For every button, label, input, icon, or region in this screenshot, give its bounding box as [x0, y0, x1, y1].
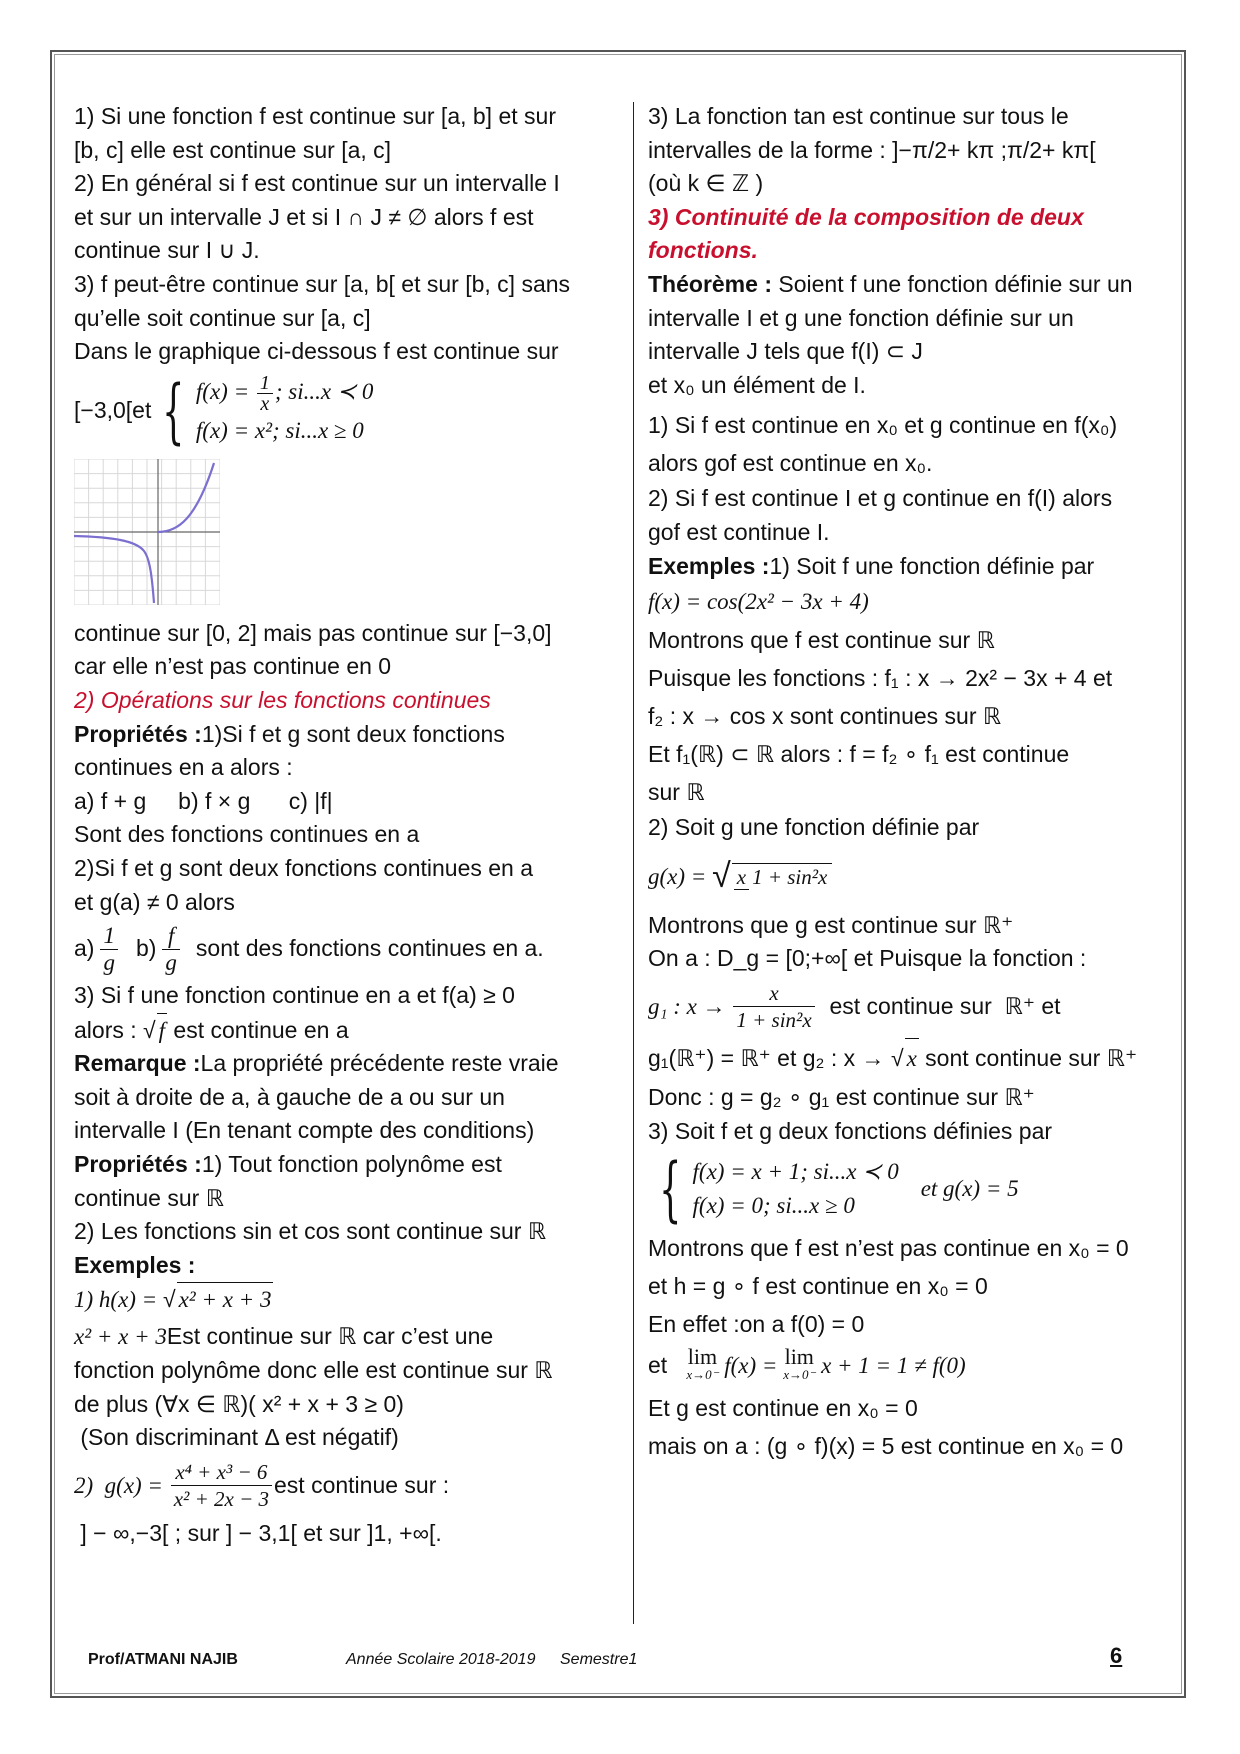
- text-line: alors gof est continue en x₀.: [648, 450, 933, 477]
- text-line: 3) Soit f et g deux fonctions définies par: [648, 1117, 1053, 1144]
- sqrt-content: x² + x + 3: [177, 1282, 274, 1317]
- piece-1: f(x) =: [195, 379, 255, 405]
- footer-year: Année Scolaire 2018-2019: [346, 1651, 536, 1668]
- text-span: La propriété précédente reste vraie: [200, 1050, 559, 1077]
- limit-line: [648, 1343, 1183, 1389]
- section-heading: 2) Opérations sur les fonctions continues: [74, 686, 491, 713]
- g-definition: et g(x) = 5: [920, 1175, 1019, 1201]
- text-line: Donc : g = g₂ ∘ g₁ est continue sur ℝ⁺: [648, 1083, 1035, 1110]
- text-line: continue sur ℝ: [74, 1184, 224, 1211]
- footer-author: Prof/ATMANI NAJIB: [88, 1651, 238, 1668]
- fraction-line: [74, 1455, 622, 1517]
- math-line: f(x) = cos(2x² − 3x + 4): [648, 589, 869, 615]
- text-line: 2)Si f et g sont deux fonctions continues en a: [74, 854, 534, 881]
- text-line: continues en a alors :: [74, 754, 293, 781]
- piecewise-definition: [74, 369, 373, 453]
- text-line: et x₀ un élément de I.: [648, 371, 866, 398]
- fraction-num: x: [734, 865, 749, 890]
- text-line: soit à droite de a, à gauche de a ou sur un: [74, 1083, 505, 1110]
- examples-label: Exemples :: [74, 1251, 196, 1278]
- text-span: g₁(ℝ⁺) = ℝ⁺ et g₂ : x →: [648, 1044, 891, 1071]
- text-line: qu’elle soit continue sur [a, c]: [74, 304, 371, 331]
- fraction-num: x: [733, 980, 814, 1007]
- sqrt-content: x: [905, 1038, 919, 1079]
- fraction-num: 1: [100, 923, 118, 950]
- text-line: et g(a) ≠ 0 alors: [74, 888, 235, 915]
- text-line: continue sur I ∪ J.: [74, 237, 260, 264]
- text-line: (Son discriminant Δ est négatif): [74, 1424, 399, 1451]
- text-line: continue sur [0, 2] mais pas continue sur [−3,0]: [74, 619, 552, 646]
- lim-label: lim: [784, 1343, 814, 1369]
- text-line: 2) Si f est continue I et g continue en f(I) alors: [648, 485, 1113, 512]
- text-line: et h = g ∘ f est continue en x₀ = 0: [648, 1272, 988, 1299]
- text-line: ] − ∞,−3[ ; sur ] − 3,1[ et sur ]1, +∞[.: [74, 1519, 442, 1546]
- text-span: et: [648, 1351, 687, 1378]
- fraction-line: [648, 976, 1183, 1038]
- math-span: f(x) =: [718, 1352, 784, 1378]
- text-line: 3) f peut-être continue sur [a, b[ et sur [b, c] sans: [74, 270, 571, 297]
- math-span: x + 1 = 1 ≠ f(0): [815, 1352, 966, 1378]
- text-span: alors :: [74, 1016, 144, 1043]
- text-line: intervalle I et g une fonction définie sur un: [648, 304, 1074, 331]
- text-span: est continue sur ℝ⁺ et: [816, 993, 1061, 1020]
- fraction-den: 1 + sin²x: [752, 865, 828, 890]
- left-column: 1) Si une fonction f est continue sur [a, b] et sur [b, c] elle est continue sur [a, c] 2) En général si f est continue sur un intervalle I et sur un intervalle J et si I ∩ J ≠ ∅ alors f est continue sur I ∪ J. 3) f peut-être continue sur [a, b[ et sur [b, c] sans qu’elle soit continue sur [a, c] Dans le graphique ci-dessous f est continue sur [−3,0[et { f(x) = $\frac{1}{x}$ ; si...x ≺ 0 f(x) = x²; si...x ≥ 0 continue sur [0, 2] mais pas continue sur [−3,0] car elle n’est pas continue en 0 2) Opérations sur les fonctions continues Propriétés :1)Si f et g sont deux fonctions continues en a alors : a) f + g b) f × g c) |f| Sont des fonctions continues en a 2)Si f et g sont deux fonctions continues en a et g(a) ≠ 0 alors a) $\frac{1}{g}$ b) $\frac{f}{g}$ sont des fonctions continues en a. 3) Si f une fonction continue en a et f(a) ≥ 0 alors : √ f est continue en a Remarque :La propriété précédente reste vraie soit à droite de a, à gauche de a ou sur un intervalle I (En tenant compte des conditions) Propriétés :1) Tout fonction polynôme est continue sur ℝ 2) Les fonctions sin et cos sont continue sur ℝ Exemples : 1) h(x) = √ x² + x + 3 x² + x + 3Est continue sur ℝ car c’est une fonction polynôme donc elle est continue sur ℝ de plus (∀x ∈ ℝ)( x² + x + 3 ≥ 0) (Son discriminant Δ est négatif) 2) g(x) = $\frac{\text{x⁴ + x³ − 6}}{\text{x² + 2x − 3}}$ est continue sur : ] − ∞,−3[ ; sur ] − 3,1[ et sur ]1, +∞[.: [74, 100, 622, 1550]
- fraction-den: 1 + sin²x: [736, 1008, 812, 1033]
- right-column: 3) La fonction tan est continue sur tous le intervalles de la forme : ]−π/2+ kπ ;π/2+ kπ[ (où k ∈ ℤ ) 3) Continuité de la composition de deux fonctions. Théorème : Soient f une fonction définie sur un intervalle I et g une fonction définie sur un intervalle J tels que f(I) ⊂ J et x₀ un élément de I. 1) Si f est continue en x₀ et g continue en f(x₀) alors gof est continue en x₀. 2) Si f est continue I et g continue en f(I) alors gof est continue I. Exemples :1) Soit f une fonction définie par f(x) = cos(2x² − 3x + 4) Montrons que f est continue sur ℝ Puisque les fonctions : f₁ : x → 2x² − 3x + 4 et f₂ : x → cos x sont continues sur ℝ Et f₁(ℝ) ⊂ ℝ alors : f = f₂ ∘ f₁ est continue sur ℝ 2) Soit g une fonction définie par g(x) = √ x 1 + sin²x Montrons que g est continue sur ℝ⁺ On a : D_g = [0;+∞[ et Puisque la fonction : g₁ : x → $\frac{x}{\text{1 + sin²x}}$ est continue sur ℝ⁺ et g₁(ℝ⁺) = ℝ⁺ et g₂ : x → √ x sont continue sur ℝ⁺ Donc : g = g₂ ∘ g₁ est continue sur ℝ⁺ 3) Soit f et g deux fonctions définies par { f(x) = x + 1; si...x ≺ 0 f(x) = 0; si...x ≥ 0 et g(x) = 5 Montrons que f est n’est pas continue en x₀ = 0 et h = g ∘ f est continue en x₀ = 0 En effet :on a f(0) = 0 et lim x→0⁻ f(x) = lim x→0⁻ x + 1 = 1 ≠ f(0) Et g est continue en x₀ = 0 mais on a : (g ∘ f)(x) = 5 est continue en x₀ = 0: [648, 100, 1183, 1465]
- piecewise-rows: [196, 373, 373, 448]
- label: Exemples :: [648, 552, 770, 579]
- math-span: g(x) =: [648, 863, 713, 889]
- function-graph: [74, 459, 622, 607]
- footer-semester: Semestre1: [560, 1651, 638, 1668]
- text-line: mais on a : (g ∘ f)(x) = 5 est continue en x₀ = 0: [648, 1432, 1124, 1459]
- text-span: Est continue sur ℝ car c’est une: [166, 1323, 494, 1350]
- text-line: intervalle I (En tenant compte des conditions): [74, 1117, 535, 1144]
- sqrt-content: f: [157, 1013, 167, 1048]
- text-line: 3) Si f une fonction continue en a et f(a) ≥ 0: [74, 982, 515, 1009]
- fraction-line: [648, 845, 1183, 909]
- piecewise-rows: [693, 1155, 899, 1223]
- label: Propriétés :: [74, 720, 202, 747]
- text-line: En effet :on a f(0) = 0: [648, 1310, 865, 1337]
- text-line: gof est continue I.: [648, 518, 830, 545]
- column-divider: [633, 102, 634, 1624]
- piece-2: f(x) = x²; si...x ≥ 0: [195, 418, 364, 444]
- brace-glyph: {: [659, 1147, 682, 1230]
- text-line: car elle n’est pas continue en 0: [74, 653, 392, 680]
- text-line: 2) En général si f est continue sur un intervalle I: [74, 170, 560, 197]
- text-span: 1) Soit f une fonction définie par: [769, 552, 1095, 579]
- fraction-num: f: [162, 923, 180, 950]
- fraction-den: g: [103, 949, 115, 975]
- curve-negative-branch: [74, 536, 154, 603]
- text-line: Dans le graphique ci-dessous f est continue sur: [74, 338, 559, 365]
- lim-label: lim: [687, 1343, 718, 1369]
- text-line: (où k ∈ ℤ ): [648, 170, 764, 197]
- text-line: 2) Soit g une fonction définie par: [648, 814, 980, 841]
- text-line: Et g est continue en x₀ = 0: [648, 1394, 918, 1421]
- fraction-num: x⁴ + x³ − 6: [171, 1459, 272, 1486]
- piecewise-definition-right: [648, 1149, 1019, 1229]
- label: Propriétés :: [74, 1151, 202, 1178]
- text-line: f₂ : x → cos x sont continues sur ℝ: [648, 703, 1002, 730]
- label: Théorème :: [648, 270, 772, 297]
- section-heading: fonctions.: [648, 237, 758, 264]
- text-line: Sont des fonctions continues en a: [74, 821, 420, 848]
- text-line: de plus (∀x ∈ ℝ)( x² + x + 3 ≥ 0): [74, 1390, 404, 1417]
- text-span: 1) Tout fonction polynôme est: [201, 1151, 502, 1178]
- text-line: 3) La fonction tan est continue sur tous le: [648, 103, 1069, 129]
- text-span: sont continue sur ℝ⁺: [918, 1044, 1138, 1071]
- text-line: et sur un intervalle J et si I ∩ J ≠ ∅ alors f est: [74, 203, 534, 230]
- text-span: 1)Si f et g sont deux fonctions: [201, 720, 505, 747]
- text-line: 1) Si f est continue en x₀ et g continue en f(x₀): [648, 412, 1118, 439]
- section-heading: 3) Continuité de la composition de deux: [648, 203, 1084, 230]
- piece-1-cond: ; si...x ≺ 0: [274, 379, 374, 405]
- text-span: est continue en a: [167, 1016, 349, 1043]
- math-span: x² + x + 3: [74, 1324, 167, 1350]
- text-line: Et f₁(ℝ) ⊂ ℝ alors : f = f₂ ∘ f₁ est continue: [648, 741, 1070, 768]
- text-line: intervalles de la forme : ]−π/2+ kπ ;π/2+ kπ[: [648, 136, 1096, 163]
- graph-svg: [74, 459, 220, 605]
- piece-1: f(x) = x + 1; si...x ≺ 0: [692, 1158, 899, 1184]
- text-span: est continue sur :: [274, 1472, 450, 1499]
- math-span: g₁ : x →: [648, 994, 732, 1020]
- radical-sign: √: [712, 856, 731, 895]
- text-line: 2) Les fonctions sin et cos sont continue sur ℝ: [74, 1218, 547, 1245]
- text-line: On a : D_g = [0;+∞[ et Puisque la fonction :: [648, 945, 1087, 972]
- fraction-num: 1: [257, 373, 273, 394]
- text-span: sont des fonctions continues en a.: [195, 935, 544, 962]
- text-line: [b, c] elle est continue sur [a, c]: [74, 136, 392, 163]
- text-line: Montrons que g est continue sur ℝ⁺: [648, 911, 1014, 938]
- interval-prefix: [−3,0[et: [74, 396, 152, 423]
- text-line: intervalle J tels que f(I) ⊂ J: [648, 338, 923, 365]
- text-line: sur ℝ: [648, 779, 705, 806]
- text-line: Montrons que f est n’est pas continue en x₀ = 0: [648, 1234, 1129, 1261]
- piece-2: f(x) = 0; si...x ≥ 0: [692, 1192, 855, 1218]
- text-line: fonction polynôme donc elle est continue sur ℝ: [74, 1357, 553, 1384]
- lim-subscript: x→0⁻: [686, 1366, 719, 1382]
- fraction-den: g: [165, 949, 177, 975]
- brace-glyph: {: [162, 369, 185, 452]
- text-line: 1) Si une fonction f est continue sur [a, b] et sur: [74, 103, 556, 129]
- text-span: a): [74, 935, 95, 962]
- math-span: 2) g(x) =: [74, 1473, 169, 1499]
- fraction-den: x: [260, 393, 270, 416]
- text-span: b): [135, 935, 157, 962]
- lim-subscript: x→0⁻: [783, 1366, 816, 1382]
- text-line: Montrons que f est continue sur ℝ: [648, 627, 995, 654]
- text-span: 1) h(x) =: [74, 1287, 163, 1313]
- fraction-den: x² + 2x − 3: [173, 1487, 269, 1512]
- fraction-line: [74, 919, 622, 979]
- text-line: Puisque les fonctions : f₁ : x → 2x² − 3x + 4 et: [648, 665, 1113, 692]
- text-line: a) f + g b) f × g c) |f|: [74, 787, 333, 814]
- page-number: 6: [1110, 1643, 1123, 1668]
- label: Remarque :: [74, 1050, 201, 1077]
- text-span: Soient f une fonction définie sur un: [771, 270, 1133, 297]
